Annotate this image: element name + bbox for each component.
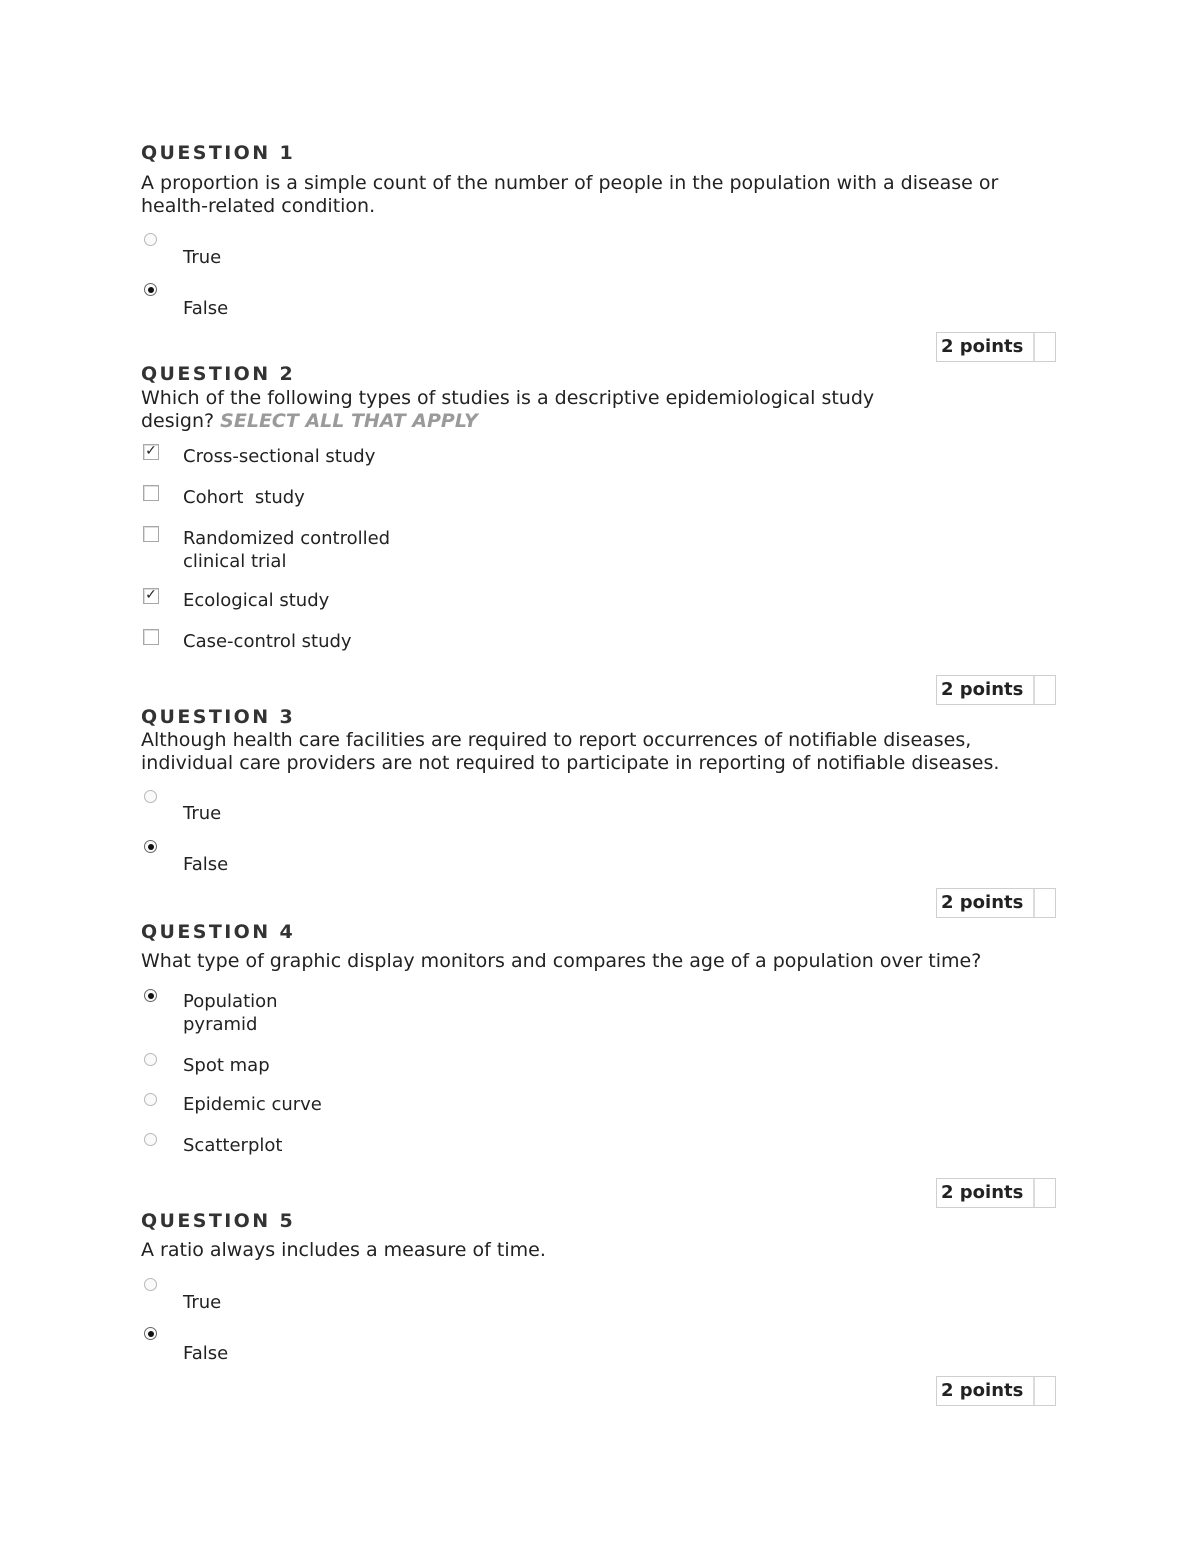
question-4-radio-epidemic-curve[interactable]: [144, 1093, 157, 1106]
question-4-radio-population-pyramid[interactable]: [144, 989, 157, 1002]
question-4-radio-spot-map[interactable]: [144, 1053, 157, 1066]
question-4-text: What type of graphic display monitors and compares the age of a population over time?: [141, 950, 982, 972]
question-1-option-true-label: True: [183, 247, 222, 268]
question-2-checkbox-cohort[interactable]: [143, 485, 159, 501]
question-3-option-true-label: True: [183, 803, 222, 824]
question-4-points-box: [936, 1178, 1056, 1208]
question-4-option-population-pyramid-label: Population pyramid: [183, 991, 278, 1035]
question-1-option-false-label: False: [183, 298, 229, 319]
points-blank-cell: [1035, 889, 1055, 917]
points-label: 2 points: [937, 1377, 1035, 1405]
points-blank-cell: [1035, 1179, 1055, 1207]
question-2-checkbox-case-control[interactable]: [143, 629, 159, 645]
question-1-points-box: [936, 332, 1056, 362]
radio-selected-dot: [148, 1331, 154, 1337]
question-3-option-false-label: False: [183, 854, 229, 875]
question-3-heading: QUESTION 3: [141, 706, 296, 728]
question-2-text-block: [141, 387, 911, 433]
check-mark-icon: ✓: [145, 588, 157, 603]
radio-selected-dot: [148, 844, 154, 850]
question-2-option-cohort-label: Cohort study: [183, 487, 305, 508]
question-5-text: A ratio always includes a measure of time.: [141, 1239, 546, 1261]
question-1-text: A proportion is a simple count of the number of people in the population with a disease or health-related condition.: [141, 172, 999, 217]
question-1-heading: QUESTION 1: [141, 142, 296, 164]
points-label: 2 points: [937, 333, 1035, 361]
question-4-option-spot-map-label: Spot map: [183, 1055, 270, 1076]
question-3-points-box: [936, 888, 1056, 918]
question-5-radio-true[interactable]: [144, 1278, 157, 1291]
select-all-instruction: SELECT ALL THAT APPLY: [220, 410, 478, 432]
question-2-option-ecological-label: Ecological study: [183, 590, 330, 611]
check-mark-icon: ✓: [145, 444, 157, 459]
points-blank-cell: [1035, 1377, 1055, 1405]
points-blank-cell: [1035, 333, 1055, 361]
question-2-text: Which of the following types of studies is a descriptive epidemiological study design?: [141, 387, 875, 432]
question-3-radio-false[interactable]: [144, 840, 157, 853]
radio-selected-dot: [148, 287, 154, 293]
question-2-heading: QUESTION 2: [141, 363, 296, 385]
question-4-heading: QUESTION 4: [141, 921, 296, 943]
question-2-checkbox-ecological[interactable]: [143, 588, 159, 604]
points-blank-cell: [1035, 676, 1055, 704]
points-label: 2 points: [937, 676, 1035, 704]
question-3-text: Although health care facilities are required to report occurrences of notifiable diseases, individual care providers are not required to participate in reporting of notifiable diseases.: [141, 729, 1000, 774]
question-1-radio-false[interactable]: [144, 283, 157, 296]
radio-selected-dot: [148, 993, 154, 999]
question-4-radio-scatterplot[interactable]: [144, 1133, 157, 1146]
question-3-radio-true[interactable]: [144, 790, 157, 803]
question-2-option-cross-sectional-label: Cross-sectional study: [183, 446, 376, 467]
question-5-points-box: [936, 1376, 1056, 1406]
question-4-option-epidemic-curve-label: Epidemic curve: [183, 1094, 322, 1115]
question-5-option-true-label: True: [183, 1292, 222, 1313]
question-5-heading: QUESTION 5: [141, 1210, 296, 1232]
question-1-radio-true[interactable]: [144, 233, 157, 246]
question-5-option-false-label: False: [183, 1343, 229, 1364]
question-2-points-box: [936, 675, 1056, 705]
question-2-option-rct-label: Randomized controlled clinical trial: [183, 528, 391, 572]
question-2-checkbox-rct[interactable]: [143, 526, 159, 542]
question-2-option-case-control-label: Case-control study: [183, 631, 352, 652]
question-2-checkbox-cross-sectional[interactable]: [143, 444, 159, 460]
question-4-option-scatterplot-label: Scatterplot: [183, 1135, 283, 1156]
points-label: 2 points: [937, 889, 1035, 917]
question-5-radio-false[interactable]: [144, 1327, 157, 1340]
points-label: 2 points: [937, 1179, 1035, 1207]
